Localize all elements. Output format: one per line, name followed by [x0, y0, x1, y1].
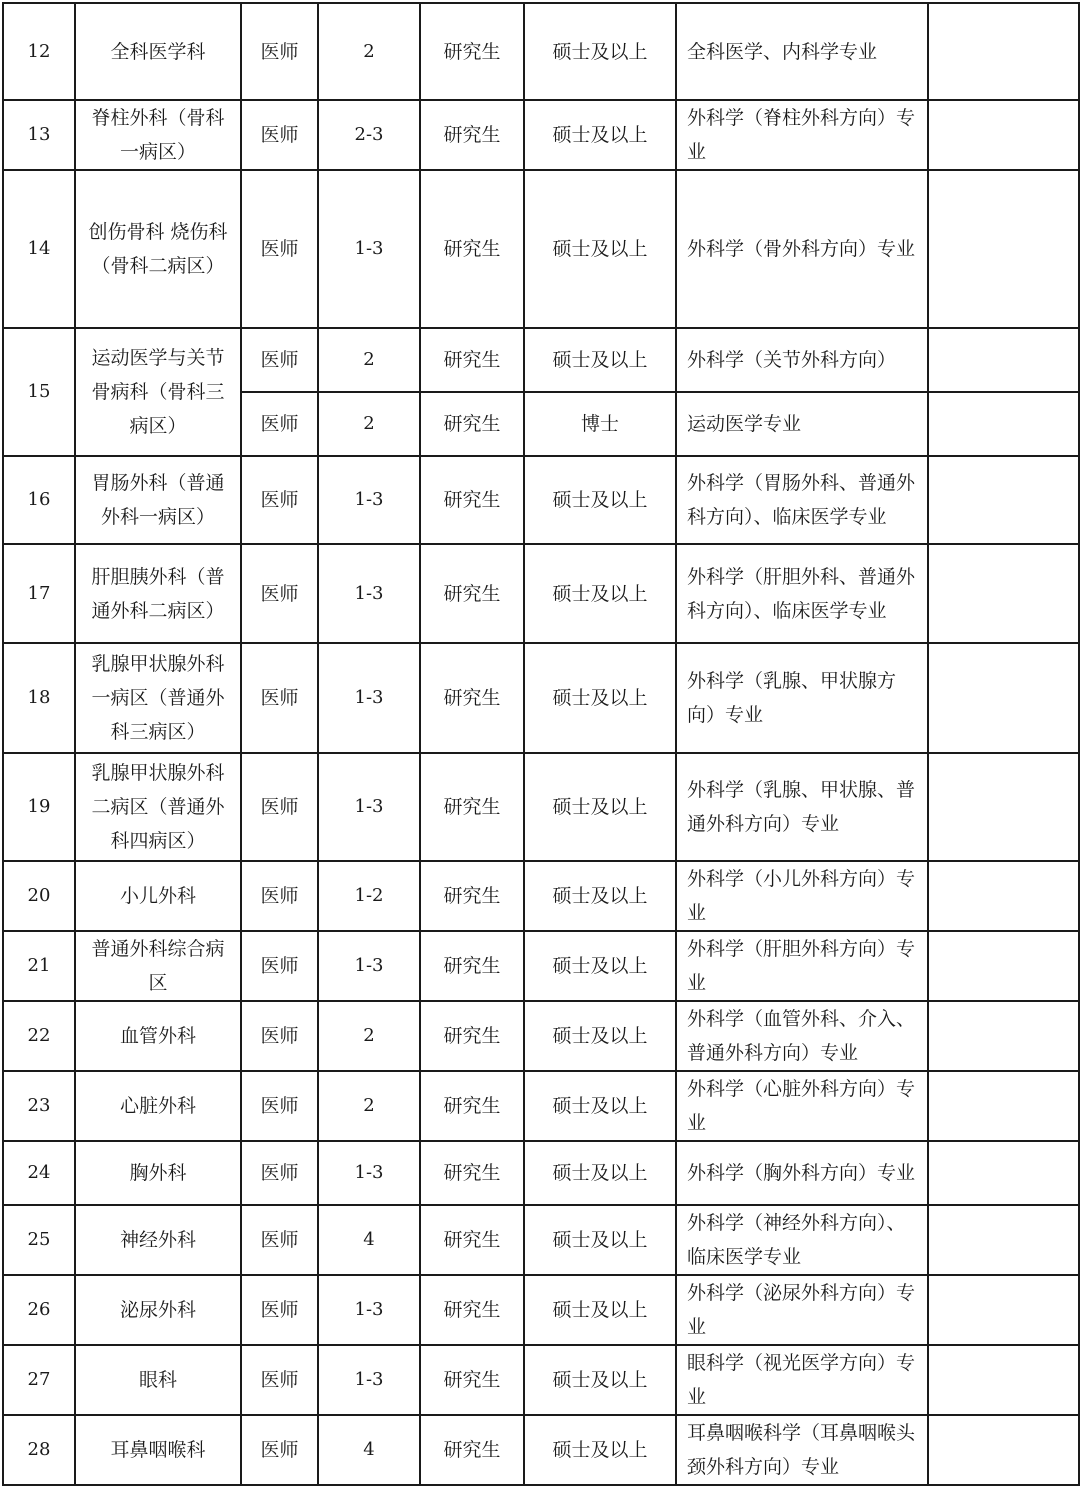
education-cell: 研究生 — [420, 100, 524, 170]
department-cell: 胃肠外科（普通外科一病区） — [75, 456, 241, 544]
education-cell: 研究生 — [420, 170, 524, 328]
department-cell: 乳腺甲状腺外科一病区（普通外科三病区） — [75, 643, 241, 753]
major-cell: 外科学（神经外科方向）、临床医学专业 — [676, 1205, 928, 1275]
major-cell: 外科学（泌尿外科方向）专业 — [676, 1275, 928, 1345]
degree-cell: 硕士及以上 — [524, 328, 676, 392]
note-cell — [928, 753, 1079, 861]
degree-cell: 硕士及以上 — [524, 456, 676, 544]
degree-cell: 硕士及以上 — [524, 753, 676, 861]
table-row — [3, 1415, 1079, 1485]
major-cell: 外科学（关节外科方向） — [676, 328, 928, 392]
table-body — [3, 3, 1079, 1485]
headcount-cell: 1-3 — [318, 931, 420, 1001]
major-cell: 全科医学、内科学专业 — [676, 3, 928, 100]
headcount-cell: 2 — [318, 1001, 420, 1071]
degree-cell: 硕士及以上 — [524, 544, 676, 643]
row-number-cell: 16 — [3, 456, 75, 544]
note-cell — [928, 3, 1079, 100]
education-cell: 研究生 — [420, 1001, 524, 1071]
headcount-cell: 1-3 — [318, 544, 420, 643]
post-cell: 医师 — [241, 170, 318, 328]
headcount-cell: 1-3 — [318, 1345, 420, 1415]
note-cell — [928, 861, 1079, 931]
headcount-cell: 1-3 — [318, 456, 420, 544]
degree-cell: 硕士及以上 — [524, 1071, 676, 1141]
degree-cell: 硕士及以上 — [524, 1275, 676, 1345]
note-cell — [928, 1275, 1079, 1345]
department-cell: 全科医学科 — [75, 3, 241, 100]
education-cell: 研究生 — [420, 643, 524, 753]
education-cell: 研究生 — [420, 753, 524, 861]
row-number-cell: 14 — [3, 170, 75, 328]
table-row — [3, 861, 1079, 931]
education-cell: 研究生 — [420, 3, 524, 100]
row-number-cell: 18 — [3, 643, 75, 753]
note-cell — [928, 328, 1079, 392]
education-cell: 研究生 — [420, 1071, 524, 1141]
note-cell — [928, 456, 1079, 544]
education-cell: 研究生 — [420, 1141, 524, 1205]
table-row — [3, 643, 1079, 753]
department-cell: 创伤骨科 烧伤科（骨科二病区） — [75, 170, 241, 328]
department-cell: 心脏外科 — [75, 1071, 241, 1141]
headcount-cell: 2 — [318, 3, 420, 100]
headcount-cell: 2 — [318, 1071, 420, 1141]
row-number-cell: 21 — [3, 931, 75, 1001]
post-cell: 医师 — [241, 1071, 318, 1141]
post-cell: 医师 — [241, 753, 318, 861]
department-cell: 小儿外科 — [75, 861, 241, 931]
department-cell: 神经外科 — [75, 1205, 241, 1275]
degree-cell: 硕士及以上 — [524, 643, 676, 753]
degree-cell: 硕士及以上 — [524, 1345, 676, 1415]
headcount-cell: 1-3 — [318, 643, 420, 753]
department-cell: 泌尿外科 — [75, 1275, 241, 1345]
department-cell: 耳鼻咽喉科 — [75, 1415, 241, 1485]
degree-cell: 硕士及以上 — [524, 1415, 676, 1485]
degree-cell: 硕士及以上 — [524, 1141, 676, 1205]
major-cell: 外科学（乳腺、甲状腺方向）专业 — [676, 643, 928, 753]
department-cell: 眼科 — [75, 1345, 241, 1415]
row-number-cell: 24 — [3, 1141, 75, 1205]
row-number-cell: 23 — [3, 1071, 75, 1141]
major-cell: 外科学（胃肠外科、普通外科方向）、临床医学专业 — [676, 456, 928, 544]
post-cell: 医师 — [241, 1275, 318, 1345]
table-row — [3, 456, 1079, 544]
department-cell: 肝胆胰外科（普通外科二病区） — [75, 544, 241, 643]
department-cell: 脊柱外科（骨科一病区） — [75, 100, 241, 170]
table-row — [3, 328, 1079, 392]
post-cell: 医师 — [241, 544, 318, 643]
post-cell: 医师 — [241, 1415, 318, 1485]
headcount-cell: 1-3 — [318, 170, 420, 328]
row-number-cell: 26 — [3, 1275, 75, 1345]
table-row — [3, 170, 1079, 328]
note-cell — [928, 1071, 1079, 1141]
note-cell — [928, 643, 1079, 753]
major-cell: 外科学（血管外科、介入、普通外科方向）专业 — [676, 1001, 928, 1071]
degree-cell: 硕士及以上 — [524, 931, 676, 1001]
table-row — [3, 1071, 1079, 1141]
table-row — [3, 931, 1079, 1001]
row-number-cell: 28 — [3, 1415, 75, 1485]
department-cell: 乳腺甲状腺外科二病区（普通外科四病区） — [75, 753, 241, 861]
post-cell: 医师 — [241, 931, 318, 1001]
post-cell: 医师 — [241, 100, 318, 170]
table-row — [3, 1001, 1079, 1071]
major-cell: 耳鼻咽喉科学（耳鼻咽喉头颈外科方向）专业 — [676, 1415, 928, 1485]
row-number-cell: 12 — [3, 3, 75, 100]
post-cell: 医师 — [241, 456, 318, 544]
education-cell: 研究生 — [420, 1345, 524, 1415]
note-cell — [928, 392, 1079, 456]
major-cell: 外科学（胸外科方向）专业 — [676, 1141, 928, 1205]
headcount-cell: 1-2 — [318, 861, 420, 931]
degree-cell: 硕士及以上 — [524, 1001, 676, 1071]
department-cell: 运动医学与关节骨病科（骨科三病区） — [75, 328, 241, 456]
headcount-cell: 2-3 — [318, 100, 420, 170]
headcount-cell: 4 — [318, 1205, 420, 1275]
headcount-cell: 1-3 — [318, 1141, 420, 1205]
major-cell: 外科学（脊柱外科方向）专业 — [676, 100, 928, 170]
row-number-cell: 22 — [3, 1001, 75, 1071]
degree-cell: 博士 — [524, 392, 676, 456]
major-cell: 外科学（骨外科方向）专业 — [676, 170, 928, 328]
degree-cell: 硕士及以上 — [524, 3, 676, 100]
post-cell: 医师 — [241, 392, 318, 456]
table-row — [3, 753, 1079, 861]
post-cell: 医师 — [241, 1001, 318, 1071]
row-number-cell: 17 — [3, 544, 75, 643]
table-row — [3, 1205, 1079, 1275]
department-cell: 胸外科 — [75, 1141, 241, 1205]
education-cell: 研究生 — [420, 328, 524, 392]
row-number-cell: 19 — [3, 753, 75, 861]
department-cell: 普通外科综合病区 — [75, 931, 241, 1001]
education-cell: 研究生 — [420, 1415, 524, 1485]
headcount-cell: 2 — [318, 328, 420, 392]
recruitment-table — [2, 2, 1080, 1486]
education-cell: 研究生 — [420, 456, 524, 544]
table-row — [3, 1275, 1079, 1345]
education-cell: 研究生 — [420, 1275, 524, 1345]
major-cell: 外科学（肝胆外科、普通外科方向）、临床医学专业 — [676, 544, 928, 643]
note-cell — [928, 1001, 1079, 1071]
note-cell — [928, 1415, 1079, 1485]
table-row — [3, 1345, 1079, 1415]
table-row — [3, 100, 1079, 170]
note-cell — [928, 100, 1079, 170]
note-cell — [928, 1141, 1079, 1205]
table-row — [3, 544, 1079, 643]
post-cell: 医师 — [241, 328, 318, 392]
major-cell: 外科学（心脏外科方向）专业 — [676, 1071, 928, 1141]
degree-cell: 硕士及以上 — [524, 861, 676, 931]
row-number-cell: 20 — [3, 861, 75, 931]
major-cell: 外科学（乳腺、甲状腺、普通外科方向）专业 — [676, 753, 928, 861]
degree-cell: 硕士及以上 — [524, 100, 676, 170]
note-cell — [928, 1205, 1079, 1275]
table-row — [3, 3, 1079, 100]
post-cell: 医师 — [241, 3, 318, 100]
table-row — [3, 1141, 1079, 1205]
major-cell: 外科学（肝胆外科方向）专业 — [676, 931, 928, 1001]
post-cell: 医师 — [241, 1205, 318, 1275]
education-cell: 研究生 — [420, 1205, 524, 1275]
major-cell: 外科学（小儿外科方向）专业 — [676, 861, 928, 931]
degree-cell: 硕士及以上 — [524, 170, 676, 328]
row-number-cell: 25 — [3, 1205, 75, 1275]
headcount-cell: 2 — [318, 392, 420, 456]
education-cell: 研究生 — [420, 861, 524, 931]
headcount-cell: 1-3 — [318, 753, 420, 861]
education-cell: 研究生 — [420, 392, 524, 456]
note-cell — [928, 1345, 1079, 1415]
note-cell — [928, 170, 1079, 328]
major-cell: 眼科学（视光医学方向）专业 — [676, 1345, 928, 1415]
post-cell: 医师 — [241, 861, 318, 931]
headcount-cell: 1-3 — [318, 1275, 420, 1345]
education-cell: 研究生 — [420, 931, 524, 1001]
degree-cell: 硕士及以上 — [524, 1205, 676, 1275]
department-cell: 血管外科 — [75, 1001, 241, 1071]
note-cell — [928, 544, 1079, 643]
post-cell: 医师 — [241, 643, 318, 753]
headcount-cell: 4 — [318, 1415, 420, 1485]
note-cell — [928, 931, 1079, 1001]
row-number-cell: 15 — [3, 328, 75, 456]
row-number-cell: 13 — [3, 100, 75, 170]
post-cell: 医师 — [241, 1141, 318, 1205]
major-cell: 运动医学专业 — [676, 392, 928, 456]
row-number-cell: 27 — [3, 1345, 75, 1415]
education-cell: 研究生 — [420, 544, 524, 643]
post-cell: 医师 — [241, 1345, 318, 1415]
